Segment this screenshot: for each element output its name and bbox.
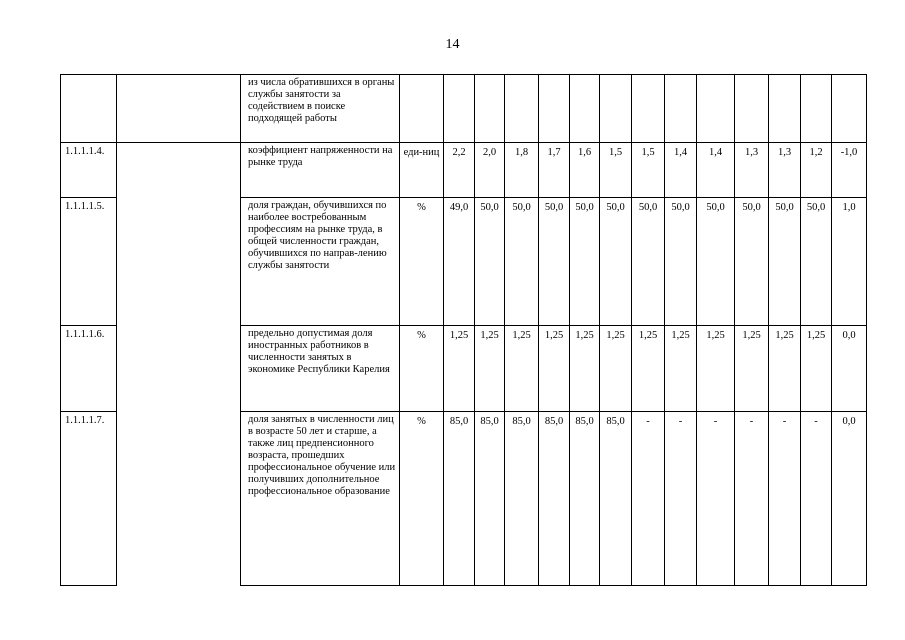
value-cell: 1,3 (735, 143, 769, 198)
value-cell: 85,0 (475, 412, 505, 586)
value-cell: 1,25 (735, 326, 769, 412)
value-cell: - (632, 412, 665, 586)
value-cell: - (665, 412, 697, 586)
value-cell: 1,25 (769, 326, 801, 412)
value-cell: 1,0 (832, 198, 867, 326)
value-cell: 1,4 (665, 143, 697, 198)
value-cell: 1,5 (600, 143, 632, 198)
row-number-cell (61, 75, 117, 143)
value-cell: 50,0 (539, 198, 570, 326)
value-cell: -1,0 (832, 143, 867, 198)
indicator-name-cell: из числа обратившихся в органы службы занятости за содействием в поиске подходящей работы (241, 75, 400, 143)
unit-cell: еди-ниц (400, 143, 444, 198)
value-cell: 50,0 (735, 198, 769, 326)
row-number-cell: 1.1.1.1.4. (61, 143, 117, 198)
value-cell: 1,25 (697, 326, 735, 412)
value-cell: 85,0 (444, 412, 475, 586)
value-cell: 1,25 (801, 326, 832, 412)
merged-empty-cell (117, 143, 241, 586)
value-cell: 1,25 (600, 326, 632, 412)
value-cell: 1,25 (570, 326, 600, 412)
value-cell: 1,25 (539, 326, 570, 412)
value-cell: 2,2 (444, 143, 475, 198)
value-cell: - (735, 412, 769, 586)
indicator-name-cell: коэффициент напряженности на рынке труда (241, 143, 400, 198)
value-cell (832, 75, 867, 143)
value-cell: 1,8 (505, 143, 539, 198)
value-cell (475, 75, 505, 143)
unit-cell: % (400, 326, 444, 412)
value-cell: 50,0 (600, 198, 632, 326)
value-cell: 85,0 (539, 412, 570, 586)
value-cell: 0,0 (832, 326, 867, 412)
value-cell: 1,25 (475, 326, 505, 412)
value-cell: 85,0 (570, 412, 600, 586)
value-cell (665, 75, 697, 143)
value-cell: 50,0 (769, 198, 801, 326)
indicator-name-cell: предельно допустимая доля иностранных работников в численности занятых в экономике Республики Карелия (241, 326, 400, 412)
value-cell: 1,4 (697, 143, 735, 198)
row-number-cell: 1.1.1.1.6. (61, 326, 117, 412)
value-cell (600, 75, 632, 143)
indicator-name-cell: доля граждан, обучившихся по наиболее востребованным профессиям на рынке труда, в общей численности граждан, обучившихся по направ-лению службы занятости (241, 198, 400, 326)
value-cell: 85,0 (505, 412, 539, 586)
value-cell: 85,0 (600, 412, 632, 586)
table-row (61, 143, 867, 198)
value-cell: 49,0 (444, 198, 475, 326)
value-cell: 50,0 (632, 198, 665, 326)
value-cell (697, 75, 735, 143)
value-cell: 50,0 (475, 198, 505, 326)
value-cell: 50,0 (505, 198, 539, 326)
value-cell: 50,0 (665, 198, 697, 326)
page-number: 14 (445, 37, 460, 52)
value-cell (735, 75, 769, 143)
unit-cell: % (400, 198, 444, 326)
unit-cell (400, 75, 444, 143)
value-cell: 50,0 (570, 198, 600, 326)
value-cell: 1,6 (570, 143, 600, 198)
value-cell: 2,0 (475, 143, 505, 198)
value-cell: 1,25 (444, 326, 475, 412)
value-cell (505, 75, 539, 143)
value-cell: - (769, 412, 801, 586)
indicators-table (60, 74, 867, 586)
value-cell: 1,7 (539, 143, 570, 198)
value-cell: 1,2 (801, 143, 832, 198)
value-cell: 50,0 (697, 198, 735, 326)
value-cell (632, 75, 665, 143)
row-number-cell: 1.1.1.1.7. (61, 412, 117, 586)
value-cell: 50,0 (801, 198, 832, 326)
unit-cell: % (400, 412, 444, 586)
indicator-name-cell: доля занятых в численности лиц в возрасте 50 лет и старше, а также лиц предпенсионного возраста, прошедших профессиональное обучение или получивших дополнительное профессиональное образование (241, 412, 400, 586)
value-cell (570, 75, 600, 143)
value-cell: 1,25 (505, 326, 539, 412)
value-cell: - (697, 412, 735, 586)
value-cell: 1,3 (769, 143, 801, 198)
empty-cell (117, 75, 241, 143)
value-cell (801, 75, 832, 143)
value-cell: 0,0 (832, 412, 867, 586)
value-cell (444, 75, 475, 143)
value-cell: 1,5 (632, 143, 665, 198)
value-cell: - (801, 412, 832, 586)
value-cell (539, 75, 570, 143)
value-cell (769, 75, 801, 143)
table-row (61, 75, 867, 143)
value-cell: 1,25 (665, 326, 697, 412)
row-number-cell: 1.1.1.1.5. (61, 198, 117, 326)
value-cell: 1,25 (632, 326, 665, 412)
